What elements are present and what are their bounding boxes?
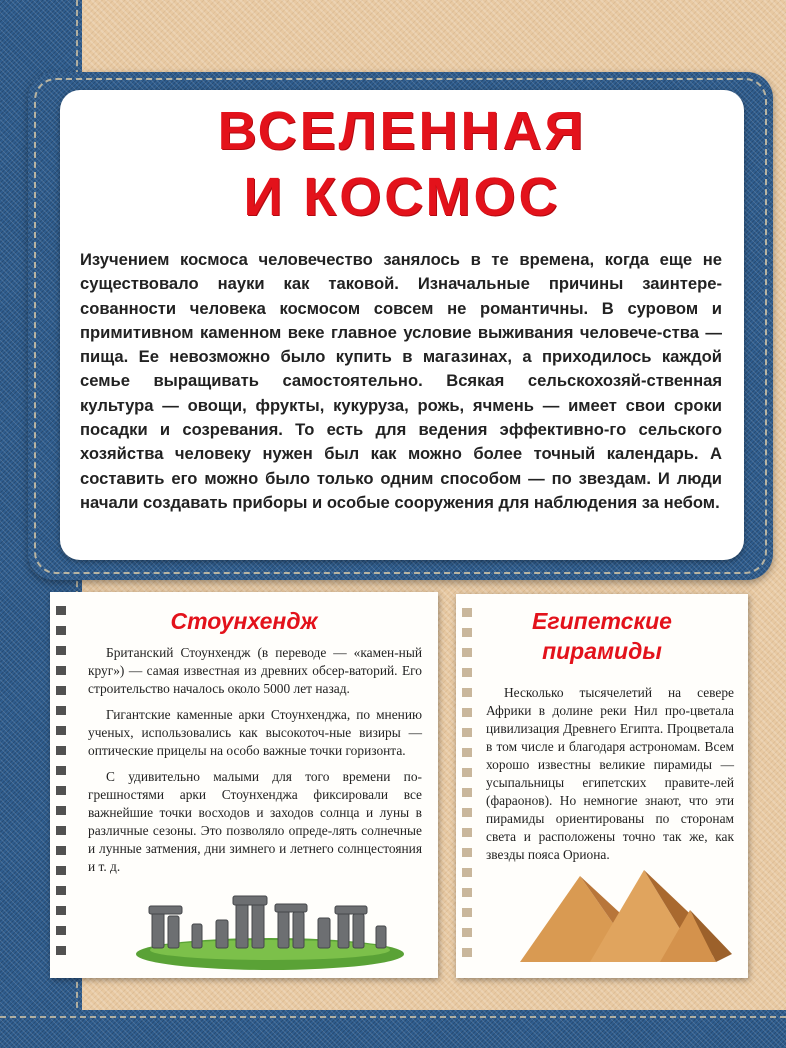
notebook-binding [462, 608, 472, 968]
intro-paragraph: Изучением космоса человечество занялось в те времена, когда еще не существовало науки как таковой. Изначальные причины заинтере-сованности человека космосом совсем не романтичны. В суровом и примитивном каменном веке главное условие выживания человече-ства — пища. Ее невозможно было купить в магазинах, а приходилось каждой семье выращивать самостоятельно. Всякая сельскохозяй-ственная культура — овощи, фрукты, кукуруза, рожь, ячмень — имеет свои сроки посадки и созревания. То есть для ведения эффективно-го сельского хозяйства человеку нужен был как можно более точный календарь. А составить его можно было только одним способом — по звездам. И люди начали создавать приборы и особые сооружения для наблюдения за небом. [80, 250, 722, 512]
pyramids-card [456, 594, 748, 978]
pyramids-title-line-2: пирамиды [542, 638, 662, 664]
title-line-1: ВСЕЛЕННАЯ [217, 101, 587, 161]
notebook-binding [56, 606, 66, 966]
stonehenge-card [50, 592, 438, 978]
stonehenge-paragraph-2: Гигантские каменные арки Стоунхенджа, по мнению ученых, использовались как высокоточ-ные визиры — оптические прицелы на особо важные точки горизонта. [88, 707, 422, 758]
page-title [60, 90, 744, 230]
stonehenge-paragraph-1: Британский Стоунхендж (в переводе — «камен-ный круг») — самая известная из древних обсер-ваторий. Его строительство началось около 5000 лет назад. [88, 645, 422, 696]
pyramids-title [456, 594, 748, 666]
pyramids-title-line-1: Египетские [532, 608, 672, 634]
pyramids-text [486, 684, 734, 872]
stonehenge-image [132, 890, 408, 972]
stonehenge-title: Стоунхендж [170, 608, 318, 634]
denim-bottom-strip [0, 1010, 786, 1048]
stonehenge-text [88, 644, 422, 884]
pyramids-paragraph-1: Несколько тысячелетий на севере Африки в долине реки Нил про-цветала цивилизация Древнего Египта. Процветала в том числе и благодаря астрономам. Всем хорошо известны великие пирамиды — усыпальницы египетских правите-лей (фараонов). Но немногие знают, что эти пирамиды ориентированы по сторонам света и расположены точно так же, как звезды пояса Ориона. [486, 685, 734, 862]
pyramids-image [520, 866, 734, 966]
stonehenge-paragraph-3: С удивительно малыми для того времени по-грешностями арки Стоунхенджа фиксировали все важнейшие точки восходов и заходов солнца и луны в различные сезоны. Это позволяло опреде-лять солнечные и лунные затмения, дни зимнего и летнего солнцестояния и т. д. [88, 769, 422, 874]
main-card [60, 90, 744, 560]
title-line-2: И КОСМОС [243, 167, 561, 227]
